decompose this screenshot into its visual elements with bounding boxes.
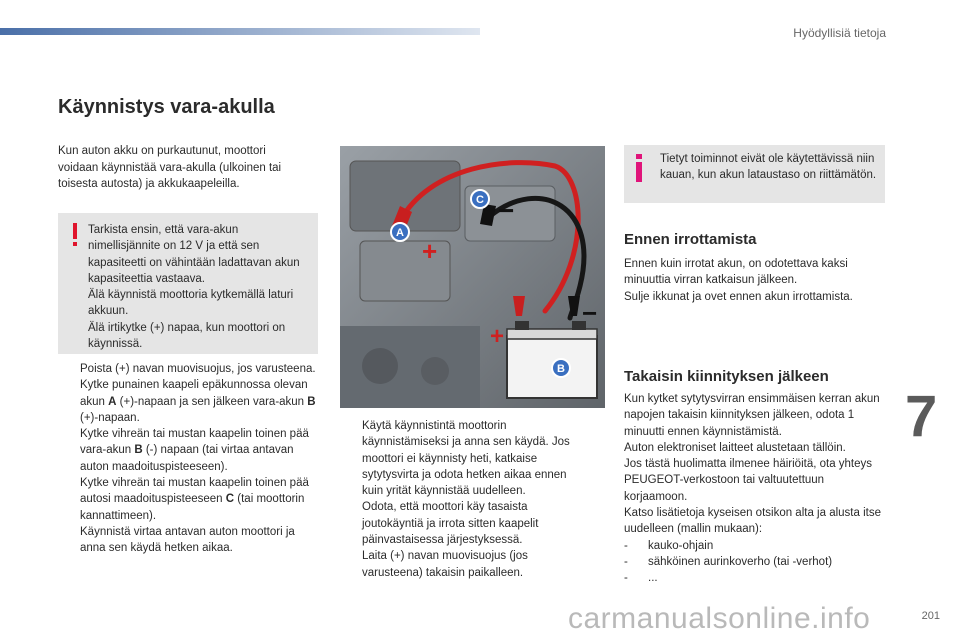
section-heading-disconnect: Ennen irrottamista bbox=[624, 231, 757, 248]
paragraph-line: Sulje ikkunat ja ovet ennen akun irrottamista. bbox=[624, 290, 853, 303]
list-item: Poista (+) navan muovisuojus, jos varusteena. bbox=[80, 363, 316, 375]
list-item: Käynnistä virtaa antavan auton moottori ja anna sen käydä hetken aikaa. bbox=[80, 525, 295, 555]
list-item: Kytke vihreän tai mustan kaapelin toinen pää vara-akun B (-) napaan (tai virtaa antavan auton maadoituspisteeseen). bbox=[80, 428, 309, 473]
warning-line: Älä käynnistä moottoria kytkemällä laturi akkuun. bbox=[88, 289, 294, 318]
paragraph-line: Kun kytket sytytysvirran ensimmäisen kerran akun napojen takaisin kiinnityksen jälkeen, odota 1 minuutti ennen käynnistämistä. bbox=[624, 393, 880, 438]
warning-line: Tarkista ensin, että vara-akun nimellisjännite on 12 V ja että sen kapasiteetti on vähintään ladattavan akun kapasiteettia vastaava. bbox=[88, 224, 300, 285]
label-b: B bbox=[557, 363, 565, 375]
list-item: - ... bbox=[624, 572, 658, 585]
paragraph-line: Katso lisätietoja kyseisen otsikon alta ja alusta itse uudelleen (mallin mukaan): bbox=[624, 507, 881, 536]
list-item: Laita (+) navan muovisuojus (jos varusteena) takaisin paikalleen. bbox=[362, 550, 528, 579]
header-accent-bar bbox=[0, 28, 480, 35]
start-steps-list bbox=[340, 418, 590, 581]
info-box bbox=[624, 145, 885, 203]
list-item: - kauko-ohjain bbox=[624, 539, 714, 552]
list-item: Käytä käynnistintä moottorin käynnistämiseksi ja anna sen käydä. Jos moottori ei käynnisty heti, katkaise sytytysvirta ja odota hetken aikaa ennen kuin yrität käynnistää uudelleen. bbox=[362, 420, 570, 498]
positive-terminal-mark: + bbox=[422, 236, 438, 266]
section-reconnect-text bbox=[624, 391, 886, 587]
connection-steps-list bbox=[58, 361, 320, 557]
list-item: Odota, että moottori käy tasaista joutokäyntiä ja irrota sitten kaapelit päinvastaisessa järjestyksessä. bbox=[362, 501, 539, 547]
negative-terminal-mark: − bbox=[498, 195, 515, 226]
info-text: Tietyt toiminnot eivät ole käytettävissä niin kauan, kun akun lataustaso on riittämätön. bbox=[660, 153, 877, 182]
info-icon bbox=[635, 154, 643, 182]
negative-terminal-mark: − bbox=[582, 298, 598, 328]
section-disconnect-text bbox=[624, 256, 886, 305]
chapter-title: Hyödyllisiä tietoja bbox=[793, 26, 886, 40]
paragraph-line: Jos tästä huolimatta ilmenee häiriöitä, ota yhteys PEUGEOT-verkostoon tai valtuutettuun korjaamoon. bbox=[624, 458, 873, 503]
paragraph-line: Ennen kuin irrotat akun, on odotettava kaksi minuuttia virran katkaisun jälkeen. bbox=[624, 258, 848, 287]
warning-text bbox=[88, 222, 310, 352]
exclamation-warning-icon bbox=[70, 223, 84, 251]
label-a: A bbox=[396, 227, 404, 239]
list-item: Kytke punainen kaapeli epäkunnossa olevan akun A (+)-napaan ja sen jälkeen vara-akun B (+)-napaan. bbox=[80, 379, 316, 424]
chapter-number: 7 bbox=[905, 384, 938, 449]
watermark-text: carmanualsonline.info bbox=[568, 602, 871, 635]
page-title: Käynnistys vara-akulla bbox=[58, 96, 275, 118]
list-item: Kytke vihreän tai mustan kaapelin toinen pää autosi maadoituspisteeseen C (tai moottorin kannattimeen). bbox=[80, 477, 309, 522]
list-item: - sähköinen aurinkoverho (tai -verhot) bbox=[624, 555, 833, 568]
reinit-list bbox=[624, 538, 886, 587]
warning-line: Älä irtikytke (+) napaa, kun moottori on käynnissä. bbox=[88, 321, 286, 351]
positive-terminal-mark: + bbox=[490, 323, 505, 350]
jump-start-illustration bbox=[340, 146, 605, 408]
warning-box bbox=[58, 213, 318, 354]
paragraph-line: Auton elektroniset laitteet alustetaan tällöin. bbox=[624, 441, 846, 454]
section-heading-reconnect: Takaisin kiinnityksen jälkeen bbox=[624, 368, 829, 385]
intro-paragraph: Kun auton akku on purkautunut, moottori voidaan käynnistää vara-akulla (ulkoinen tai toisesta autosta) ja akkukaapeleilla. bbox=[58, 145, 282, 190]
label-c: C bbox=[476, 194, 484, 206]
page-number: 201 bbox=[921, 610, 940, 622]
